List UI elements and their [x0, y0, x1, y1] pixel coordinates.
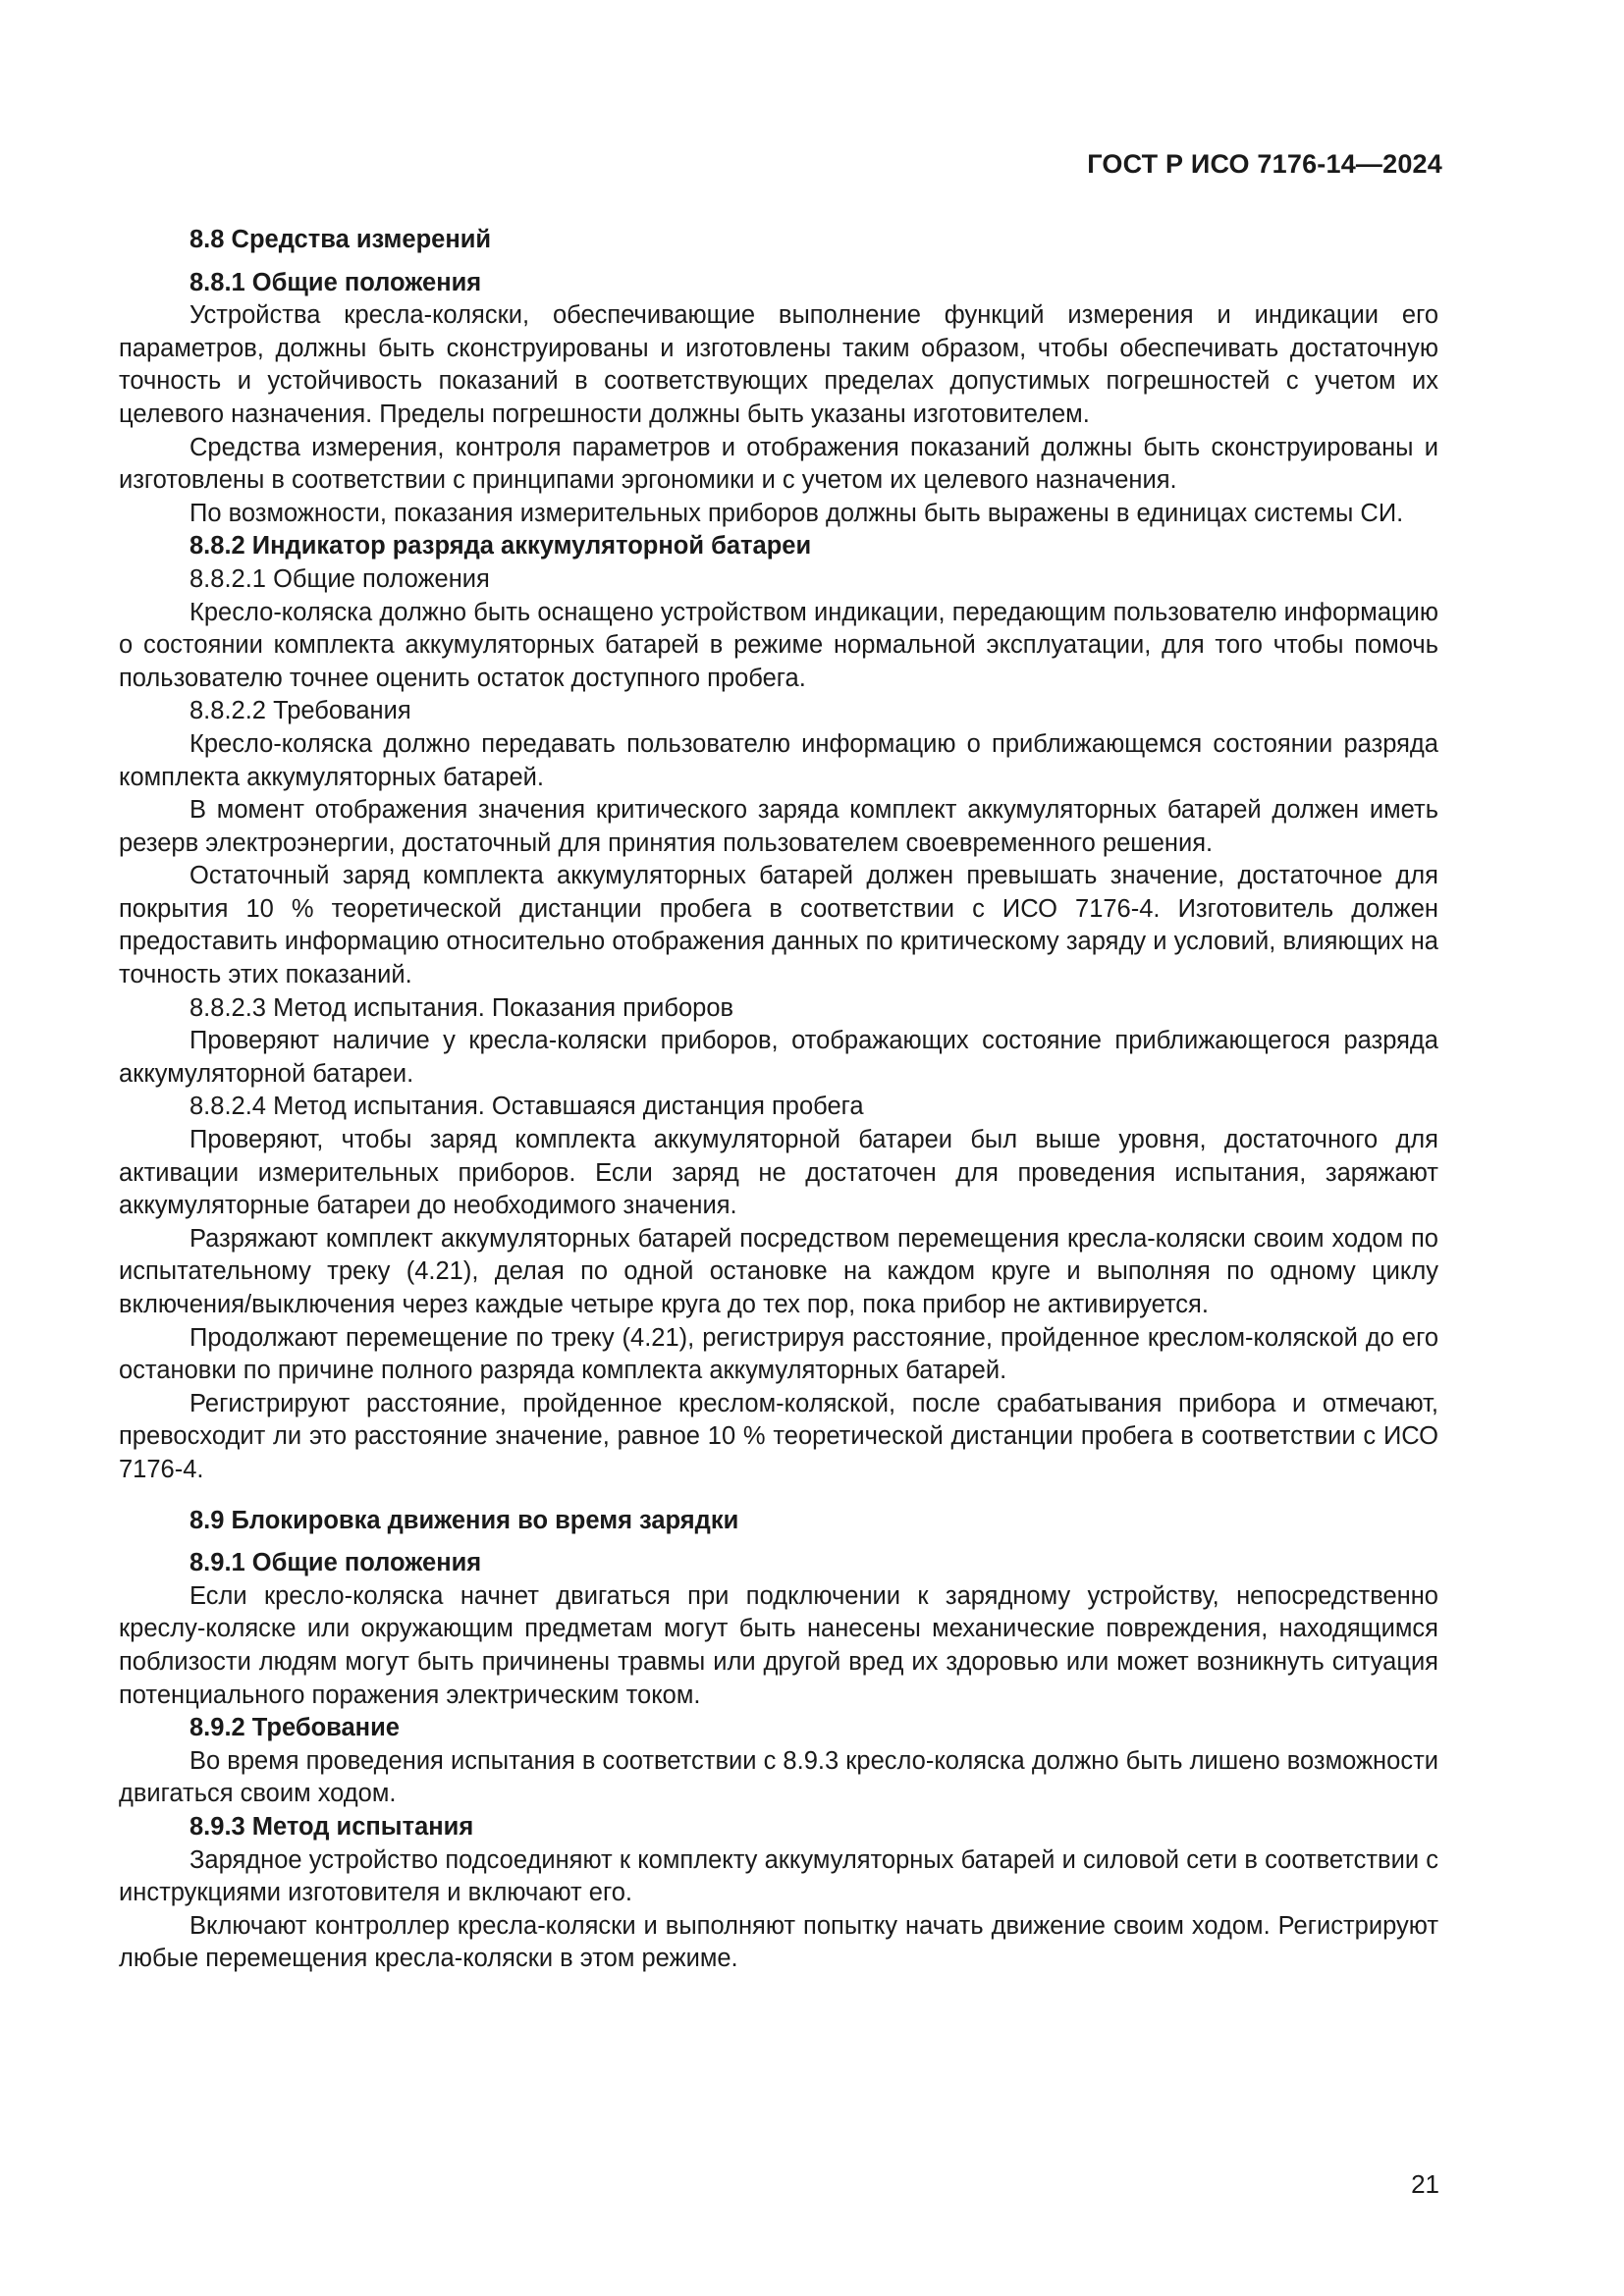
body-paragraph: Включают контроллер кресла-коляски и выполняют попытку начать движение своим ходом. Регистрируют любые перемещения кресла-коляски в этом режиме. [119, 1911, 1438, 1973]
section-heading: 8.9.1 Общие положения [189, 1549, 482, 1577]
subsection-heading: 8.8.2.3 Метод испытания. Показания приборов [189, 993, 734, 1022]
body-paragraph: Разряжают комплект аккумуляторных батарей посредством перемещения кресла-коляски своим ходом по испытательному треку (4.21), делая по одной остановке на каждом круге и выполняя по одному циклу включения/выключения через каждые четыре круга до тех пор, пока прибор не активируется. [119, 1224, 1438, 1318]
section-heading: 8.9.3 Метод испытания [189, 1812, 474, 1841]
document-body [119, 224, 1438, 1976]
body-paragraph: Во время проведения испытания в соответствии с 8.9.3 кресло-коляска должно быть лишено возможности двигаться своим ходом. [119, 1746, 1438, 1808]
body-paragraph: Продолжают перемещение по треку (4.21), регистрируя расстояние, пройденное креслом-коляской до его остановки по причине полного разряда комплекта аккумуляторных батарей. [119, 1323, 1438, 1385]
body-paragraph: Проверяют наличие у кресла-коляски приборов, отображающих состояние приближающегося разряда аккумуляторной батареи. [119, 1027, 1438, 1088]
body-paragraph: В момент отображения значения критического заряда комплект аккумуляторных батарей должен иметь резерв электроэнергии, достаточный для принятия пользователем своевременного решения. [119, 796, 1438, 857]
body-paragraph: Кресло-коляска должно передавать пользователю информацию о приближающемся состоянии разряда комплекта аккумуляторных батарей. [119, 729, 1438, 791]
body-paragraph: Кресло-коляска должно быть оснащено устройством индикации, передающим пользователю информацию о состоянии комплекта аккумуляторных батарей в режиме нормальной эксплуатации, для того чтобы помочь пользователю точнее оценить остаток доступного пробега. [119, 598, 1438, 692]
section-heading: 8.8.1 Общие положения [189, 268, 482, 296]
section-heading: 8.9 Блокировка движения во время зарядки [189, 1506, 739, 1534]
subsection-heading: 8.8.2.4 Метод испытания. Оставшаяся дистанция пробега [189, 1093, 864, 1121]
body-paragraph: Устройства кресла-коляски, обеспечивающие выполнение функций измерения и индикации его параметров, должны быть сконструированы и изготовлены таким образом, чтобы обеспечивать достаточную точность и устойчивость показаний в соответствующих пределах допустимых погрешностей с учетом их целевого назначения. Пределы погрешности должны быть указаны изготовителем. [119, 301, 1438, 428]
body-paragraph: Проверяют, чтобы заряд комплекта аккумуляторной батареи был выше уровня, достаточного для активации измерительных приборов. Если заряд не достаточен для проведения испытания, заряжают аккумуляторные батареи до необходимого значения. [119, 1126, 1438, 1220]
body-paragraph: Остаточный заряд комплекта аккумуляторных батарей должен превышать значение, достаточное для покрытия 10 % теоретической дистанции пробега в соответствии с ИСО 7176-4. Изготовитель должен предоставить информацию относительно отображения данных по критическому заряду и условий, влияющих на точность этих показаний. [119, 862, 1438, 989]
subsection-heading: 8.8.2.1 Общие положения [189, 564, 490, 593]
body-paragraph: Средства измерения, контроля параметров и отображения показаний должны быть сконструированы и изготовлены в соответствии с принципами эргономики и с учетом их целевого назначения. [119, 433, 1438, 495]
body-paragraph: Регистрируют расстояние, пройденное креслом-коляской, после срабатывания прибора и отмечают, превосходит ли это расстояние значение, равное 10 % теоретической дистанции пробега в соответствии с ИСО 7176-4. [119, 1389, 1438, 1483]
document-code: ГОСТ Р ИСО 7176-14—2024 [1087, 149, 1442, 179]
subsection-heading: 8.8.2.2 Требования [189, 697, 411, 725]
section-heading: 8.8 Средства измерений [189, 226, 492, 253]
section-heading: 8.8.2 Индикатор разряда аккумуляторной батареи [189, 532, 812, 561]
body-paragraph: Зарядное устройство подсоединяют к комплекту аккумуляторных батарей и силовой сети в соответствии с инструкциями изготовителя и включают его. [119, 1845, 1438, 1907]
body-paragraph: По возможности, показания измерительных приборов должны быть выражены в единицах системы СИ. [189, 499, 1404, 527]
section-heading: 8.9.2 Требование [189, 1714, 400, 1742]
body-paragraph: Если кресло-коляска начнет двигаться при подключении к зарядному устройству, непосредственно креслу-коляске или окружающим предметам могут быть нанесены механические повреждения, находящимся поблизости людям могут быть причинены травмы или другой вред их здоровью или может возникнуть ситуация потенциального поражения электрическим током. [119, 1581, 1438, 1709]
page-number: 21 [1411, 2169, 1439, 2199]
